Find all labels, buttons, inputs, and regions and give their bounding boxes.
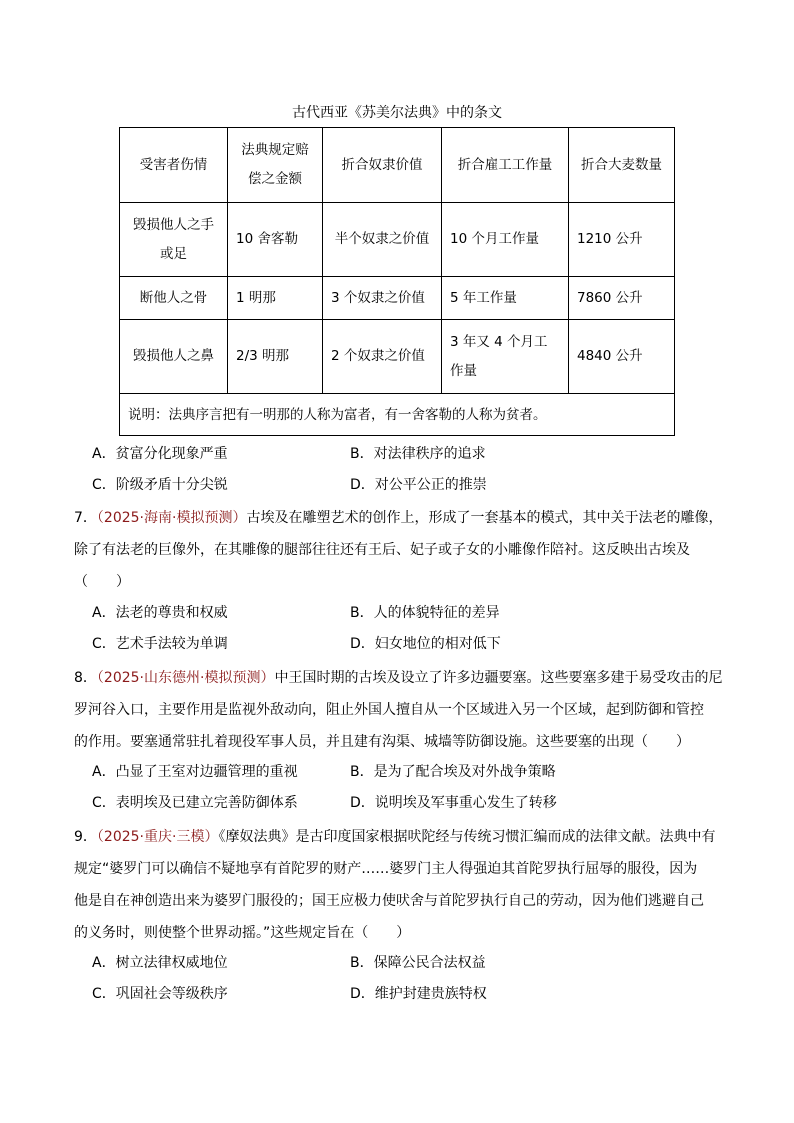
table-caption: 古代西亚《苏美尔法典》中的条文 [292,105,502,121]
question-stem: 罗河谷入口，主要作用是监视外敌动向，阻止外国人擅自从一个区域进入另一个区域，起到防御和管控 [74,702,704,718]
question-stem: 的义务时，则使整个世界动摇。”这些规定旨在（ ） [74,925,411,941]
question-stem: 《摩奴法典》是古印度国家根据吠陀经与传统习惯汇编而成的法律文献。法典中有 [218,829,716,845]
option-d[interactable]: D．妇女地位的相对低下 [350,636,501,652]
question-stem: （ ） [74,574,130,590]
header-cell: 折合奴隶价值 [323,128,442,203]
table-cell: 1 明那 [228,277,323,320]
option-b[interactable]: B．是为了配合埃及对外战争策略 [350,764,556,780]
table-row [120,203,675,277]
header-cell: 法典规定赔偿之金额 [228,128,323,203]
table-cell: 10 舍客勒 [228,203,323,277]
table-header-row [120,128,675,203]
option-c[interactable]: C．巩固社会等级秩序 [92,986,228,1002]
header-cell: 折合大麦数量 [569,128,675,203]
question-stem: 他是自在神创造出来为婆罗门服役的；国王应极力使吠舍与首陀罗执行自己的劳动，因为他们逃避自己 [74,893,704,909]
table-cell: 毁损他人之手或足 [120,203,228,277]
table-cell: 10 个月工作量 [442,203,569,277]
option-a[interactable]: A．法老的尊贵和权威 [92,605,228,621]
option-d[interactable]: D．维护封建贵族特权 [350,986,487,1002]
table-row [120,320,675,394]
question-7 [74,502,724,598]
question-stem: 中王国时期的古埃及设立了许多边疆要塞。这些要塞多建于易受攻击的尼 [274,670,723,686]
option-b[interactable]: B．保障公民合法权益 [350,955,486,971]
table-cell: 半个奴隶之价值 [323,203,442,277]
question-stem: 的作用。要塞通常驻扎着现役军事人员，并且建有沟渠、城墙等防御设施。这些要塞的出现（ ） [74,734,690,750]
question-source: （2025·山东德州·模拟预测） [96,670,275,686]
question-9 [74,821,724,949]
question-stem: 除了有法老的巨像外，在其雕像的腿部往往还有王后、妃子或子女的小雕像作陪衬。这反映出古埃及 [74,542,690,558]
table-cell: 3 年又 4 个月工作量 [442,320,569,394]
question-source: （2025·重庆·三模） [96,829,219,845]
question-stem: 规定“婆罗门可以确信不疑地享有首陀罗的财产……婆罗门主人得强迫其首陀罗执行屈辱的服役，因为 [74,861,698,877]
question-source: （2025·海南·模拟预测） [96,510,247,526]
table-cell: 2 个奴隶之价值 [323,320,442,394]
question-stem: 古埃及在雕塑艺术的创作上，形成了一套基本的模式，其中关于法老的雕像， [246,510,723,526]
header-cell: 折合雇工工作量 [442,128,569,203]
question-number: 7． [74,510,97,526]
table-cell: 2/3 明那 [228,320,323,394]
table-cell: 断他人之骨 [120,277,228,320]
q7-options [92,598,712,660]
option-c[interactable]: C．阶级矛盾十分尖锐 [92,477,228,493]
table-cell: 4840 公升 [569,320,675,394]
table-note: 说明：法典序言把有一明那的人称为富者，有一舍客勒的人称为贫者。 [120,394,675,436]
table-cell: 7860 公升 [569,277,675,320]
question-8 [74,662,724,758]
table-cell: 3 个奴隶之价值 [323,277,442,320]
option-c[interactable]: C．艺术手法较为单调 [92,636,228,652]
option-a[interactable]: A．贫富分化现象严重 [92,446,228,462]
table-note-row [120,394,675,436]
header-cell: 受害者伤情 [120,128,228,203]
option-d[interactable]: D．对公平公正的推崇 [350,477,487,493]
option-a[interactable]: A．凸显了王室对边疆管理的重视 [92,764,298,780]
table-cell: 毁损他人之鼻 [120,320,228,394]
table-cell: 1210 公升 [569,203,675,277]
table-cell: 5 年工作量 [442,277,569,320]
option-b[interactable]: B．人的体貌特征的差异 [350,605,500,621]
q6-options [92,439,712,501]
q8-options [92,757,712,819]
option-c[interactable]: C．表明埃及已建立完善防御体系 [92,795,298,811]
option-d[interactable]: D．说明埃及军事重心发生了转移 [350,795,557,811]
q9-options [92,948,712,1010]
question-number: 9． [74,829,97,845]
table-row [120,277,675,320]
option-b[interactable]: B．对法律秩序的追求 [350,446,486,462]
question-number: 8． [74,670,97,686]
law-table [119,127,675,436]
option-a[interactable]: A．树立法律权威地位 [92,955,228,971]
